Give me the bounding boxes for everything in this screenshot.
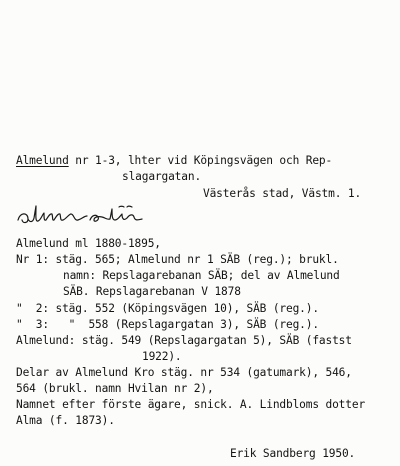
location-line: Västerås stad, Västm. 1.: [203, 187, 362, 200]
body-line: Almelund: stäg. 549 (Repslagargatan 5), SÄB (fastst: [16, 334, 352, 347]
author-signature-line: Erik Sandberg 1950.: [230, 447, 356, 460]
heading-line-1-rest: nr 1-3, lhter vid Köpingsvägen och Rep-: [68, 154, 333, 167]
heading-line-2: slagargatan.: [122, 170, 202, 183]
body-line: SÄB. Repslagarebanan V 1878: [63, 285, 241, 298]
place-name: Almelund: [16, 154, 69, 167]
handwritten-signature: [14, 200, 149, 228]
body-line: " 3: " 558 (Repslagargatan 3), SÄB (reg.).: [16, 318, 319, 331]
body-line: Nr 1: stäg. 565; Almelund nr 1 SÄB (reg.); brukl.: [16, 253, 339, 266]
body-line: Almelund ml 1880-1895,: [16, 237, 161, 250]
body-line: Namnet efter förste ägare, snick. A. Lindbloms dotter: [16, 398, 366, 411]
body-line: Alma (f. 1873).: [16, 414, 115, 427]
body-line: " 2: stäg. 552 (Köpingsvägen 10), SÄB (reg.).: [16, 302, 319, 315]
body-line: Delar av Almelund Kro stäg. nr 534 (gatumark), 546,: [16, 366, 352, 379]
heading-line-1: [16, 154, 332, 167]
body-line: 1922).: [142, 350, 182, 363]
body-line: 564 (brukl. namn Hvilan nr 2),: [16, 382, 214, 395]
body-line: namn: Repslagarebanan SÄB; del av Almelund: [63, 269, 340, 282]
